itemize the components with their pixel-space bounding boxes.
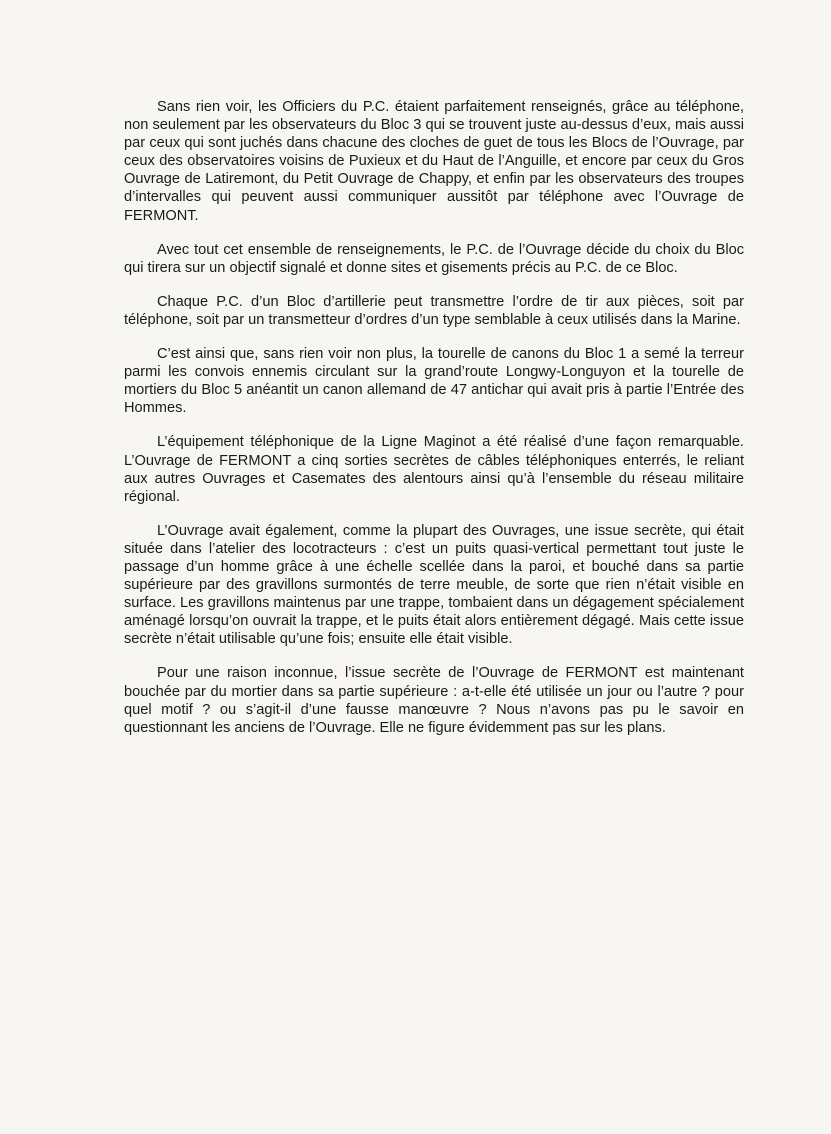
paragraph-secret-exit-mystery: Pour une raison inconnue, l’issue secrète de l’Ouvrage de FERMONT est maintenant bouchée par du mortier dans sa partie supérieure : a-t-elle été utilisée un jour ou l’autre ? pour quel motif ? ou s’agit-il d’une fausse manœuvre ? Nous n’avons pas pu le savoir en questionnant les anciens de l’Ouvrage. Elle ne figure évidemment pas sur les plans. [124, 665, 744, 736]
paragraph-telephone-observers: Sans rien voir, les Officiers du P.C. étaient parfaitement renseignés, grâce au téléphone, non seulement par les observateurs du Bloc 3 qui se trouvent juste au-dessus d’eux, mais aussi par ceux qui sont juchés dans chacune des cloches de guet de tous les Blocs de l’Ouvrage, par ceux des observatoires voisins de Puxieux et du Haut de l’Anguille, et encore par ceux du Gros Ouvrage de Latiremont, du Petit Ouvrage de Chappy, et enfin par les observateurs des troupes d’intervalles qui peuvent aussi communiquer aussitôt par téléphone avec l’Ouvrage de FERMONT. [124, 99, 744, 224]
paragraph-pc-decision: Avec tout cet ensemble de renseignements, le P.C. de l’Ouvrage décide du choix du Bloc qui tirera sur un objectif signalé et donne sites et gisements précis au P.C. de ce Bloc. [124, 241, 744, 276]
paragraph-telephone-equipment: L’équipement téléphonique de la Ligne Maginot a été réalisé d’une façon remarquable. L’Ouvrage de FERMONT a cinq sorties secrètes de câbles téléphoniques enterrés, le reliant aux autres Ouvrages et Casemates des alentours ainsi qu’à l’ensemble du réseau militaire régional. [124, 434, 744, 505]
paragraph-secret-exit: L’Ouvrage avait également, comme la plupart des Ouvrages, une issue secrète, qui était située dans l’atelier des locotracteurs : c’est un puits quasi-vertical permettant tout juste le passage d’un homme grâce à une échelle scellée dans la paroi, et bouché dans sa partie supérieure par des gravillons surmontés de terre meuble, de sorte que rien n’était visible en surface. Les gravillons maintenus par une trappe, tombaient dans un dégagement spécialement aménagé lorsqu’on ouvrait la trappe, et le puits était alors entièrement dégagé. Mais cette issue secrète n’était utilisable qu’une fois; ensuite elle était visible. [124, 522, 744, 648]
paragraph-fire-orders: Chaque P.C. d’un Bloc d’artillerie peut transmettre l’ordre de tir aux pièces, soit par téléphone, soit par un transmetteur d’ordres d’un type semblable à ceux utilisés dans la Marine. [124, 293, 744, 328]
body-text [124, 98, 744, 753]
paragraph-turret-actions: C’est ainsi que, sans rien voir non plus, la tourelle de canons du Bloc 1 a semé la terreur parmi les convois ennemis circulant sur la grand’route Longwy-Longuyon et la tourelle de mortiers du Bloc 5 anéantit un canon allemand de 47 antichar qui avait pris à partie l’Entrée des Hommes. [124, 346, 744, 417]
